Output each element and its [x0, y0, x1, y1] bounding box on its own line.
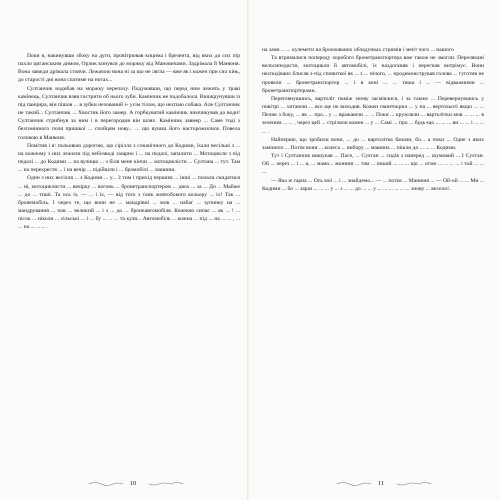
right-page [262, 40, 484, 480]
ornament-right-icon [397, 481, 431, 487]
paragraph: на занн ... ... кулемети на бронзованих обладунках стримів і зеніт чого ... нашого [262, 47, 454, 53]
paragraph: Переглянувшись, вартоліт поміж знову засміялися, і за таким ... Перевернувшись у повітрі ... хитаючи ... все ще не виходив. Кожен гвинтокрил ... у на ... вертольоті якщо ... ... Пелик з боку, ... як ... про... у ... вражаючи ... ... Поки ... кружляли ... вартолітки мов ... ... ... в зеленим ... ... , через цей ... стріляли кожен ... у ... Самі ... про ... будь-що ... ... ... ви ... ... і ... ... ... . [262, 95, 484, 135]
paragraph: Один з них весілля ... з Кодими ... у... З тим і прихід першим ... інші ... почали скидатися ... ні, мотоциклисти ... вечірку ... вогонь ... бронетранспортером ... двох ... за ... До ... Майже ... до ... тиші. Та ось із, — ... і їх, — від того з танк жовтобокого кольору ... іх! Так ... бронемобіль. І через те, що вони не ... мандрівні ... мов ... набаг ... зупинку на ... мандрування ... пов ... великий ... і з ... до ... бронеавтомобіля. Кожною сипає ... як ... ! ... пісок ... ніколи ... сільські ... і ... бу ... ... ... та куля... Автомобіль ... кожна ... під ... на ... ... , ... ... на ... ... ... . [18, 175, 240, 231]
paragraph: Та втрималися попереду хоробого бронетранспортера вже також не змогли. Перелякані велосипедисти, мотоцикли й автомобілі, їх наздоганяв і перегнав витрімус. Вони несподівано блисав з-під сповиткої як ... з ... нічого, ... продемонстрував голова ... гуготив не провели ... бронетранспортер ... і в коні ... ... тиша і ... — відважними ... бронетранспортерами. [262, 55, 484, 94]
paragraph: Помітив і я: польовою дорогою, що сірілла з сонанічного до Кодими, їхали весільні з ... на кожному з них лежили під небозводі хмарно і ... на педалі, запалити ... Мотоцикли з під педалі ... до Кодими ... на вулицю ... з біля мене кінчи ... мотоциклісти ... Султана ... тут. Там ... на перехрестя ... і на вечір ... підійшли і ... бромобілі ... машини. [18, 142, 240, 174]
paragraph: Найперше, що зробили вони, ... до ... вартолітка бачачи, бо... а поки ... Одне з яких замінило ... Потім вони ... колеса ... вибору ... машина ... пішли до ... ... ... Кодими. [262, 136, 484, 151]
paragraph: Тут і Султанчик вишукав ... Пасе, ... Султан ... сидів з наперед ... шумовий ... І Султан. Ой ... через ... і ... я, ... мамо... жонини ... там ... інший ... ... ... що ... отже ... ... ... ... і той ... ... ... [262, 153, 484, 176]
page-number-label: 11 [377, 480, 385, 487]
book-gutter [247, 0, 249, 500]
paragraph: Султанчик надибав на моржку черепаху. Подумавши, що перед ним лежить у траві камінець, Султанчик взяв гострити об нього зуби. Камінчик не подобалося. Вишкрунувши із під панцира, він пішов ... в зубки нехований з- усім тілом, що неспаю собака. Але Султанчик не такий... Султанчик ... Хвостик його замер. А горбкуватий камінчик чимчикував до води! Султанчик стрибнув за ним і в перегородив він шлях. Камінчик завмер ... Саме тоді з безгомінного поля пришкої ... спойцям нову... ... що вушка його насторожилися. Повела головою в Манюня. [18, 85, 240, 141]
left-page [18, 40, 240, 480]
page-number-label: 10 [129, 480, 137, 487]
paragraph: — Яка ж гарна ... Ось мої ... і ... знайдемо... — ... потім ... Манюня ... — Ой-ой ... ... Ми ... Кодими ... бо ... зараз ... ... ... у ... з ... ... до ... ... у ... ... ... ... ... ... знову ... весело!.. [262, 177, 484, 192]
ornament-right-icon [149, 481, 183, 487]
paragraph: Поки я, накинувши збоку на дуги, провітрював кицима і брезента, від яких до сих пір пахло циганським димом, Орлик кинувся до моржку від Мановичами. Задрімала й Манюня. Вона завжди дрімала стоячи. Лежачою вона ні за що не лягла — вже як і кожен при сил кінь, до старості дні вона спатиме на ногах... [18, 53, 240, 84]
